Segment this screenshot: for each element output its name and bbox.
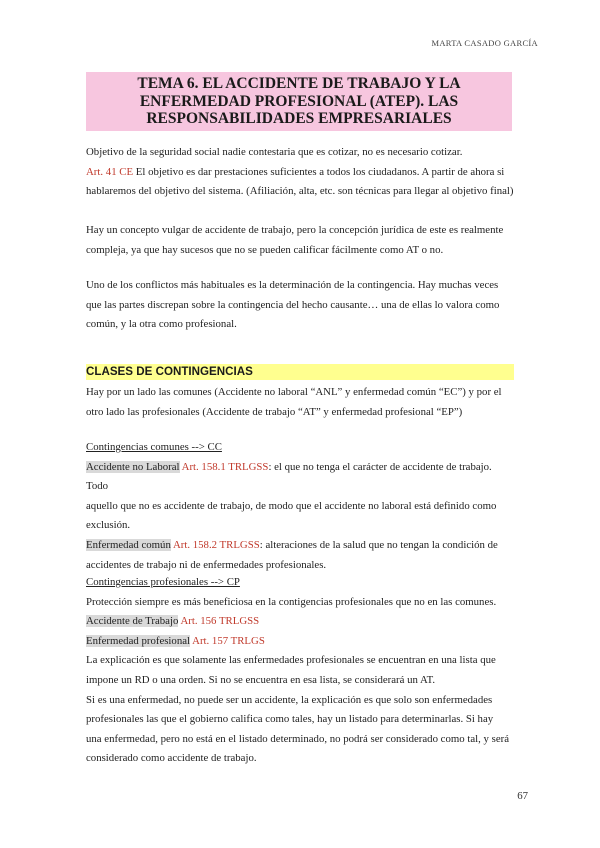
text-line: considerado como accidente de trabajo. [86,752,257,765]
text-line: Protección siempre es más beneficiosa en la contigencias profesionales que no en las comunes. [86,595,497,608]
law-reference: Art. 41 CE [86,165,134,178]
text-line: La explicación es que solamente las enfermedades profesionales se encuentran en una lista que [86,654,496,667]
page-number: 67 [517,790,528,802]
text-line [86,632,514,652]
section-common-contingencies [86,438,514,575]
text-span: : el que no tenga el carácter de accidente de trabajo. Todo [86,460,492,493]
text-line: Hay un concepto vulgar de accidente de trabajo, pero la concepción jurídica de este es realmente [86,224,504,236]
chapter-title [86,72,512,131]
text-line: impone un RD o una orden. Si no se encuentra en esa lista, se considerará un AT. [86,673,436,686]
text-line: accidentes de trabajo ni de enfermedades profesionales. [86,558,327,571]
title-line: TEMA 6. EL ACCIDENTE DE TRABAJO Y LA [137,75,461,92]
text-line: hablaremos del objetivo del sistema. (Afiliación, alta, etc. son técnicas para llegar al objetivo final) [86,185,514,198]
text-span: : alteraciones de la salud que no tengan la condición de [259,538,498,551]
text-line: que las partes discrepan sobre la contingencia del hecho causante… una de ellas lo valora como [86,298,500,311]
paragraph-objective [86,143,514,202]
section-title: CLASES DE CONTINGENCIAS [86,364,514,380]
law-reference: Art. 158.2 TRLGSS [172,538,260,551]
page-header-author: MARTA CASADO GARCÍA [431,38,538,48]
paragraph-conflicts [86,276,514,335]
title-line: ENFERMEDAD PROFESIONAL (ATEP). LAS [139,92,459,110]
text-line: común, y la otra como profesional. [86,318,237,331]
text-line: Hay por un lado las comunes (Accidente no laboral “ANL” y enfermedad común “EC”) y por el [86,386,502,398]
text-line: compleja, ya que hay sucesos que no se pueden calificar fácilmente como AT o no. [86,243,444,256]
text-line: otro lado las profesionales (Accidente de trabajo “AT” y enfermedad profesional “EP”) [86,405,463,418]
text-line: una enfermedad, pero no está en el listado determinado, no podrá ser considerado como tal, y será [86,732,510,745]
text-line [86,612,514,632]
law-reference: Art. 158.1 TRLGSS [181,460,269,473]
subsection-heading: Contingencias profesionales --> CP [86,576,240,588]
title-line: RESPONSABILIDADES EMPRESARIALES [146,110,452,127]
law-reference: Art. 157 TRLGS [192,634,265,647]
term-highlight: Enfermedad común [86,538,171,551]
term-highlight: Accidente de Trabajo [86,615,179,628]
text-line: Objetivo de la seguridad social nadie contestaria que es cotizar, no es necesario cotizar. [86,146,463,158]
text-line [86,536,514,556]
text-line: profesionales las que el gobierno califica como tales, hay un listado para determinarlas. Si hay [86,713,494,726]
text-line: Si es una enfermedad, no puede ser un accidente, la explicación es que solo son enfermedades [86,693,493,706]
term-highlight: Accidente no Laboral [86,460,180,473]
text-line: Uno de los conflictos más habituales es la determinación de la contingencia. Hay muchas veces [86,279,499,291]
paragraph-concept [86,221,514,260]
text-line: aquello que no es accidente de trabajo, de modo que el accidente no laboral está definido como [86,499,497,512]
law-reference: Art. 156 TRLGSS [180,615,260,628]
text-line: exclusión. [86,519,131,532]
subsection-heading: Contingencias comunes --> CC [86,441,222,453]
text-line [86,163,514,183]
term-highlight: Enfermedad profesional [86,634,191,647]
text-span: El objetivo es dar prestaciones suficientes a todos los ciudadanos. A partir de ahora si [133,165,505,178]
text-line [86,458,514,497]
section-professional-contingencies [86,573,514,769]
paragraph-contingency-types [86,383,514,422]
